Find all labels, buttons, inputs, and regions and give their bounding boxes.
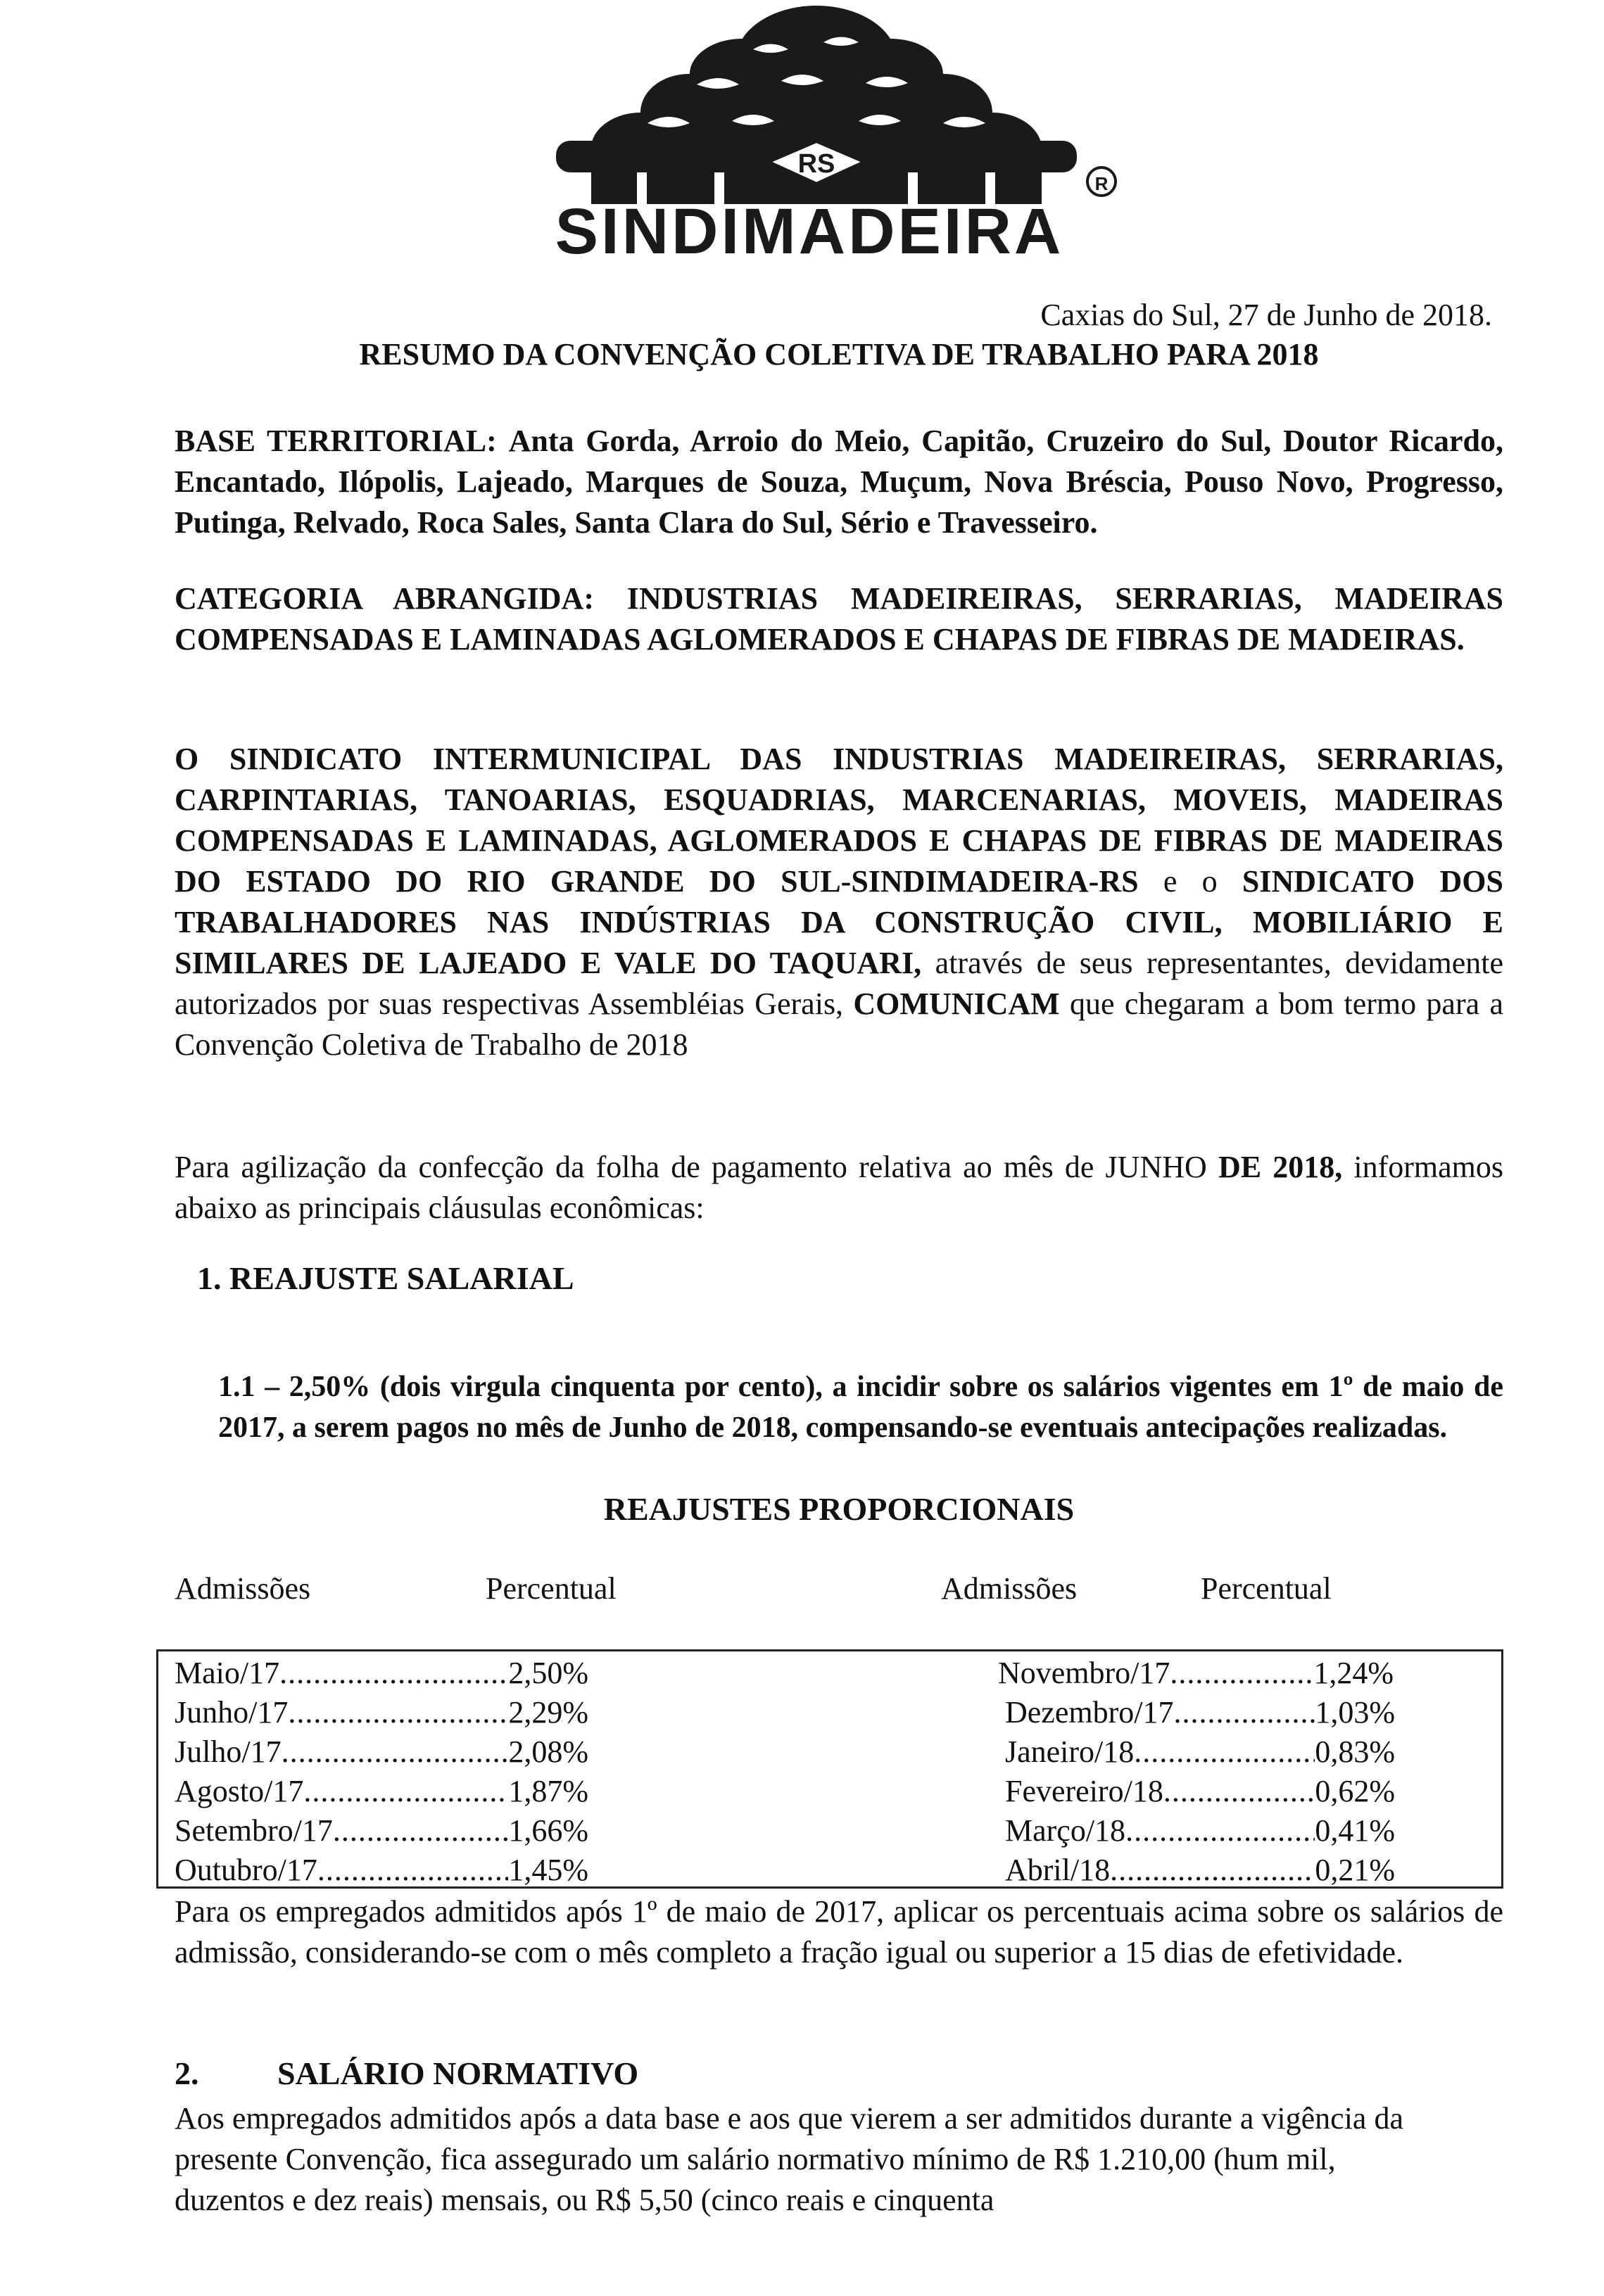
section-2-number: 2. — [175, 2055, 199, 2091]
table-row — [175, 1811, 588, 1851]
col-admissoes-left: Admissões — [175, 1571, 311, 1606]
row-pct: 1,03% — [1315, 1695, 1395, 1730]
agilizacao-plain-1: Para agilização da confecção da folha de pagamento relativa ao mês de JUNHO — [175, 1150, 1218, 1184]
row-dots — [288, 1693, 508, 1732]
row-pct: 0,83% — [1315, 1734, 1395, 1769]
row-month: Maio/17 — [175, 1656, 280, 1690]
row-pct: 2,50% — [508, 1656, 588, 1690]
base-label: BASE TERRITORIAL: — [175, 424, 497, 458]
row-dots — [1170, 1654, 1313, 1693]
row-month: Janeiro/18 — [1005, 1734, 1135, 1769]
row-month: Junho/17 — [175, 1695, 289, 1730]
row-dots — [1125, 1811, 1315, 1851]
intro-conj: e o — [1138, 864, 1242, 899]
row-pct: 2,29% — [508, 1695, 588, 1730]
row-month: Abril/18 — [1005, 1853, 1111, 1887]
row-pct: 0,62% — [1315, 1774, 1395, 1808]
row-month: Março/18 — [1005, 1813, 1126, 1848]
row-dots — [1173, 1693, 1315, 1732]
intro-bold-3: COMUNICAM — [853, 987, 1060, 1021]
table-row — [998, 1654, 1394, 1693]
categoria-abrangida — [175, 578, 1503, 660]
row-pct: 1,24% — [1313, 1656, 1394, 1690]
agilizacao-bold: DE 2018, — [1218, 1150, 1343, 1184]
row-month: Julho/17 — [175, 1734, 282, 1769]
agilizacao-paragraph — [175, 1147, 1503, 1229]
table-row — [1005, 1851, 1395, 1890]
intro-bold-2: SINDICATO DOS TRABALHADORES NAS INDÚSTRIAS DA CONSTRUÇÃO CIVIL, MOBILIÁRIO E SIMILARES DE LAJEADO E VALE DO TAQUARI, — [175, 864, 1503, 980]
row-dots — [333, 1811, 508, 1851]
row-month: Dezembro/17 — [1005, 1695, 1174, 1730]
row-month: Outubro/17 — [175, 1853, 317, 1887]
sindimadeira-logo — [486, 0, 1147, 260]
row-dots — [1134, 1732, 1315, 1772]
section-1-title: 1. REAJUSTE SALARIAL — [197, 1260, 574, 1296]
table-row — [175, 1732, 588, 1772]
col-percentual-right: Percentual — [1201, 1571, 1332, 1606]
row-month: Fevereiro/18 — [1005, 1774, 1163, 1808]
date-line: Caxias do Sul, 27 de Junho de 2018. — [1040, 298, 1492, 332]
reajustes-title: REAJUSTES PROPORCIONAIS — [603, 1491, 1075, 1527]
document-title: RESUMO DA CONVENÇÃO COLETIVA DE TRABALHO PARA 2018 — [359, 337, 1319, 372]
row-month: Novembro/17 — [998, 1656, 1170, 1690]
registered-mark — [1087, 167, 1116, 196]
col-percentual-left: Percentual — [486, 1571, 617, 1606]
row-pct: 1,66% — [508, 1813, 588, 1848]
col-admissoes-right: Admissões — [941, 1571, 1078, 1606]
svg-text:RS: RS — [797, 149, 835, 179]
svg-text:R: R — [1094, 173, 1109, 194]
intro-paragraph — [175, 739, 1503, 1065]
row-dots — [317, 1851, 508, 1890]
row-pct: 1,87% — [508, 1774, 588, 1808]
table-row — [1005, 1772, 1395, 1811]
categoria-label: CATEGORIA ABRANGIDA: — [175, 581, 594, 616]
logo-wordmark: SINDIMADEIRA — [555, 196, 1064, 260]
section-2-title: SALÁRIO NORMATIVO — [277, 2055, 639, 2091]
intro-plain-1: através de seus representantes, devidamente autorizados por suas respectivas Assembléias Gerais, — [175, 946, 1503, 1021]
base-territorial — [175, 421, 1503, 543]
intro-plain-2: que chegaram a bom termo para a Convenção Coletiva de Trabalho de 2018 — [175, 987, 1503, 1062]
row-pct: 2,08% — [508, 1734, 588, 1769]
row-dots — [282, 1732, 509, 1772]
table-row — [175, 1851, 588, 1890]
table-row — [175, 1693, 588, 1732]
base-text: Anta Gorda, Arroio do Meio, Capitão, Cruzeiro do Sul, Doutor Ricardo, Encantado, Ilópolis, Lajeado, Marques de Souza, Muçum, Nova Bréscia, Pouso Novo, Progresso, Putinga, Relvado, Roca Sales, Santa Clara do Sul, Sério e Travesseiro. — [175, 424, 1504, 540]
agilizacao-plain-2: informamos abaixo as principais cláusulas econômicas: — [175, 1150, 1504, 1225]
row-dots — [279, 1654, 508, 1693]
categoria-text: INDUSTRIAS MADEIREIRAS, SERRARIAS, MADEIRAS COMPENSADAS E LAMINADAS AGLOMERADOS E CHAPAS DE FIBRAS DE MADEIRAS. — [175, 581, 1504, 657]
row-month: Agosto/17 — [175, 1774, 304, 1808]
row-dots — [1110, 1851, 1315, 1890]
section-2-heading — [175, 2055, 638, 2092]
row-dots — [303, 1772, 508, 1811]
intro-bold-1: O SINDICATO INTERMUNICIPAL DAS INDUSTRIAS MADEIREIRAS, SERRARIAS, CARPINTARIAS, TANOARIAS, ESQUADRIAS, MARCENARIAS, MOVEIS, MADEIRAS COMPENSADAS E LAMINADAS, AGLOMERADOS E CHAPAS DE FIBRAS DE MADEIRAS DO ESTADO DO RIO GRANDE DO SUL-SINDIMADEIRA-RS — [175, 742, 1503, 899]
section-2-text: Aos empregados admitidos após a data base e aos que vierem a ser admitidos durante a vigência da presente Convenção, fica assegurado um salário normativo mínimo de R$ 1.210,00 (hum mil, duzentos e dez reais) mensais, ou R$ 5,50 (cinco reais e cinquenta — [175, 2101, 1403, 2217]
table-row — [1005, 1811, 1395, 1851]
row-pct: 1,45% — [508, 1853, 588, 1887]
table-row — [175, 1654, 588, 1693]
clause-1-1: 1.1 – 2,50% (dois virgula cinquenta por cento), a incidir sobre os salários vigentes em 1º de maio de 2017, a serem pagos no mês de Junho de 2018, compensando-se eventuais antecipações realizadas. — [218, 1371, 1503, 1444]
row-pct: 0,21% — [1315, 1853, 1395, 1887]
row-month: Setembro/17 — [175, 1813, 333, 1848]
table-row — [175, 1772, 588, 1811]
table-row — [1005, 1693, 1395, 1732]
row-dots — [1163, 1772, 1315, 1811]
table-note: Para os empregados admitidos após 1º de maio de 2017, aplicar os percentuais acima sobre os salários de admissão, considerando-se com o mês completo a fração igual ou superior a 15 dias de efetividade. — [175, 1894, 1503, 1970]
table-row — [1005, 1732, 1395, 1772]
row-pct: 0,41% — [1315, 1813, 1395, 1848]
